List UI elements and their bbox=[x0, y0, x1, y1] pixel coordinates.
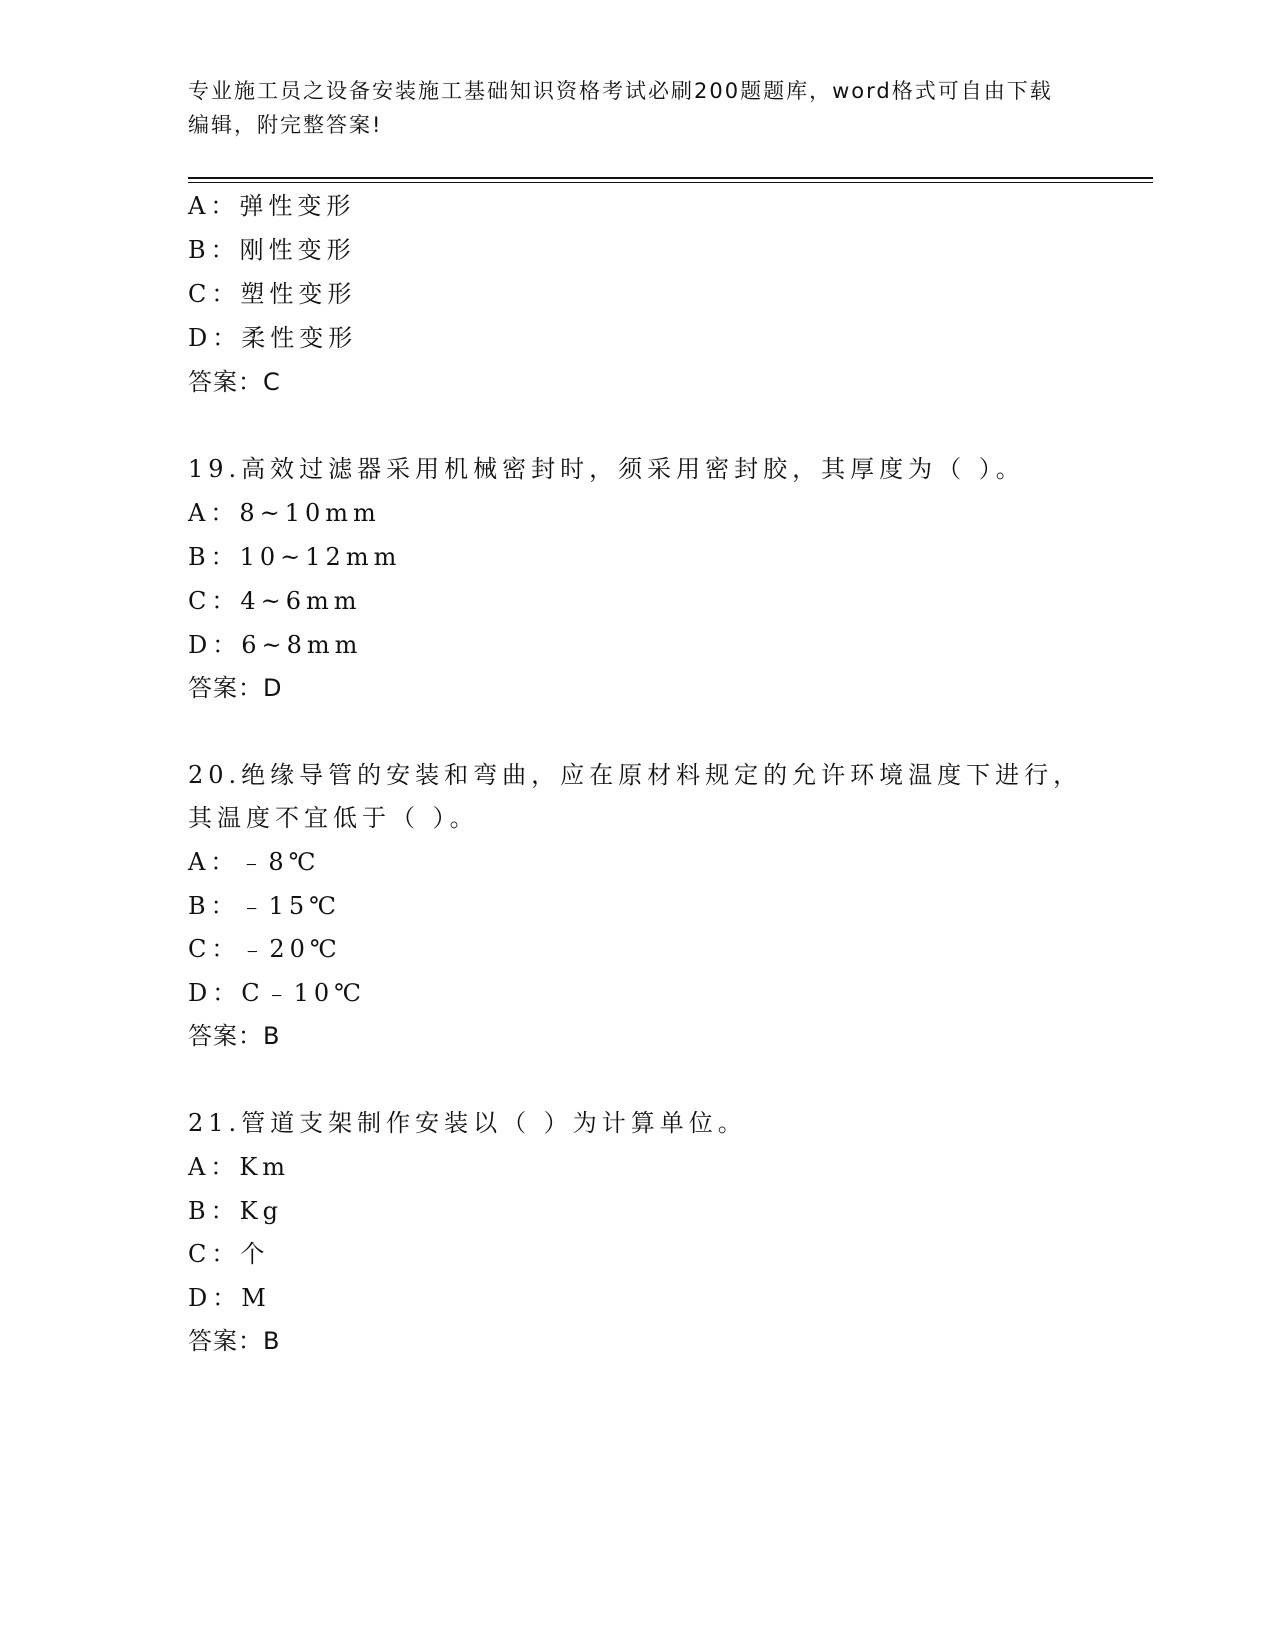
header-rule-thick bbox=[188, 177, 1153, 179]
q18-option-d: D：柔性变形 bbox=[188, 324, 358, 352]
q21-option-d: D：M bbox=[188, 1284, 271, 1312]
q20-answer: 答案：B bbox=[188, 1022, 281, 1050]
q21-question: 21.管道支架制作安装以（ ）为计算单位。 bbox=[188, 1109, 747, 1137]
q19-option-a: A：8~10mm bbox=[188, 499, 381, 527]
q18-option-a: A：弹性变形 bbox=[188, 192, 356, 220]
q20-option-a: A：﹣8℃ bbox=[188, 848, 321, 876]
q19-question: 19.高效过滤器采用机械密封时，须采用密封胶，其厚度为（ ）。 bbox=[188, 455, 1025, 483]
q21-answer: 答案：B bbox=[188, 1327, 281, 1355]
q19-option-d: D：6~8mm bbox=[188, 631, 363, 659]
q21-option-a: A：Km bbox=[188, 1153, 291, 1181]
q20-question-line1: 20.绝缘导管的安装和弯曲，应在原材料规定的允许环境温度下进行， bbox=[188, 761, 1083, 789]
q18-answer: 答案：C bbox=[188, 368, 281, 396]
q19-option-b: B：10~12mm bbox=[188, 543, 402, 571]
document-header: 专业施工员之设备安装施工基础知识资格考试必刷200题题库，word格式可自由下载编辑，附完整答案! bbox=[188, 79, 1053, 137]
q21-option-b: B：Kg bbox=[188, 1197, 283, 1225]
q21-option-c: C：个 bbox=[188, 1240, 270, 1268]
q20-question-line2: 其温度不宜低于（ ）。 bbox=[188, 804, 479, 832]
header-rule-thin bbox=[188, 182, 1153, 183]
q19-option-c: C：4~6mm bbox=[188, 587, 362, 615]
q18-option-c: C：塑性变形 bbox=[188, 280, 357, 308]
q20-option-c: C：﹣20℃ bbox=[188, 935, 342, 963]
q18-option-b: B：刚性变形 bbox=[188, 236, 356, 264]
q20-option-b: B：﹣15℃ bbox=[188, 892, 342, 920]
q20-option-d: D：C﹣10℃ bbox=[188, 979, 366, 1007]
q19-answer: 答案：D bbox=[188, 674, 283, 702]
